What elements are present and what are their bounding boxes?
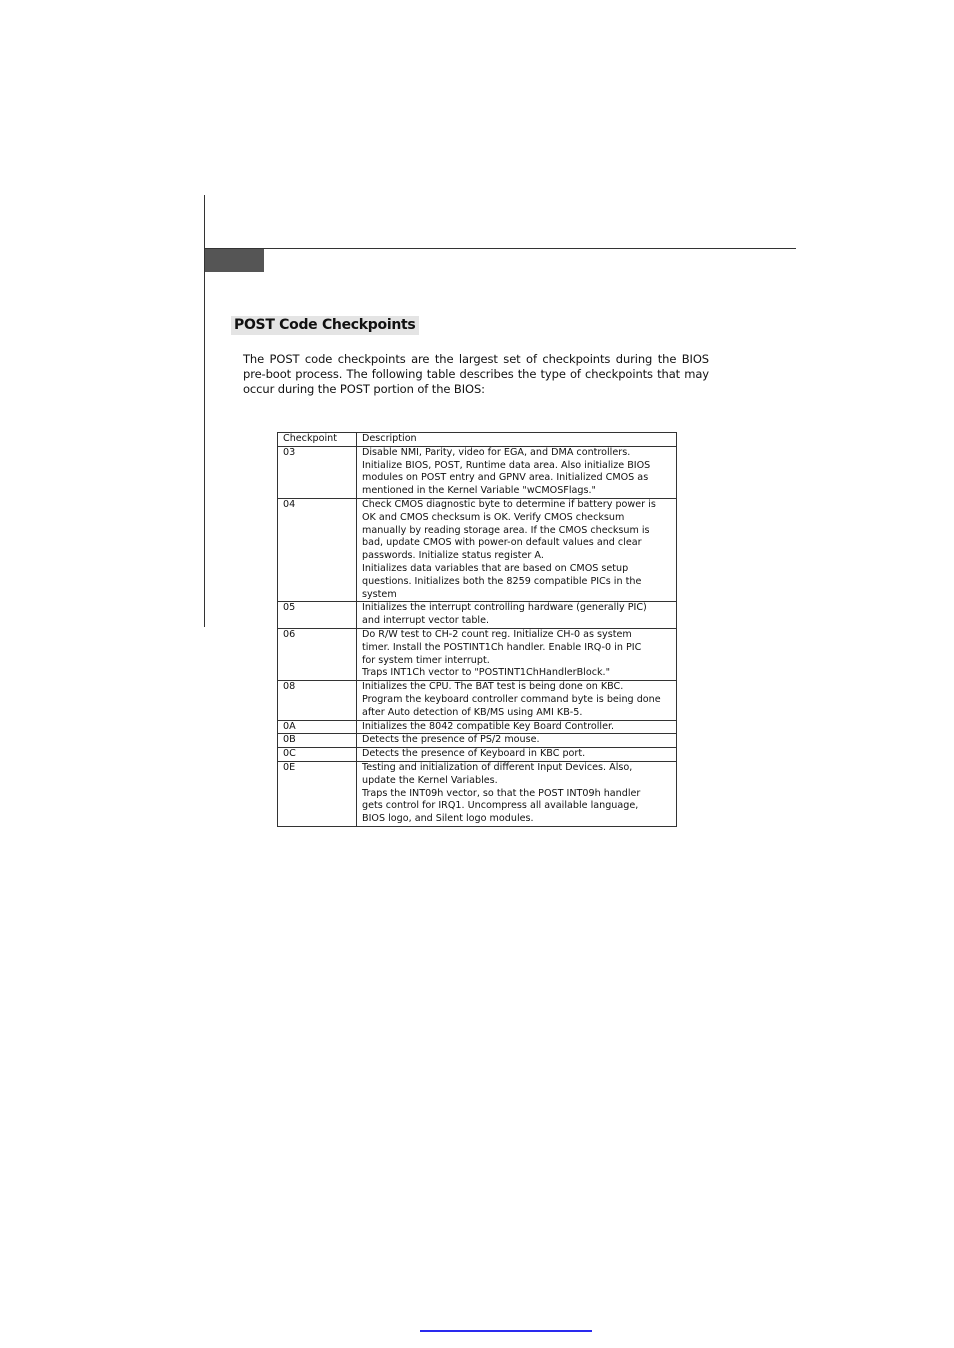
checkpoint-code: 04 [278,498,357,601]
description-line: update the Kernel Variables. [362,774,498,786]
description-line: Detects the presence of PS/2 mouse. [362,734,540,746]
description-line: passwords. Initialize status register A. [362,550,544,562]
chapter-tab-block [205,249,264,272]
footer-link-underline[interactable] [420,1330,592,1332]
description-line: Initializes the interrupt controlling hardware (generally PIC) [362,602,647,614]
description-line: Do R/W test to CH-2 count reg. Initialize CH-0 as system [362,628,632,640]
table-row [278,681,677,720]
checkpoint-description [357,748,677,762]
checkpoint-code: 06 [278,628,357,680]
intro-paragraph: The POST code checkpoints are the largest set of checkpoints during the BIOS pre-boot process. The following table describes the type of checkpoints that may occur during the POST portion of the BIOS: [243,352,709,396]
description-line: Initializes data variables that are based on CMOS setup [362,562,629,574]
checkpoint-code: 0B [278,734,357,748]
checkpoint-description [357,628,677,680]
description-line: manually by reading storage area. If the CMOS checksum is [362,524,650,536]
description-line: Traps INT1Ch vector to "POSTINT1ChHandlerBlock." [362,667,611,679]
checkpoint-code: 08 [278,681,357,720]
checkpoint-description [357,498,677,601]
checkpoint-description [357,602,677,629]
description-line: BIOS logo, and Silent logo modules. [362,813,534,825]
description-line: Initialize BIOS, POST, Runtime data area. Also initialize BIOS [362,459,651,471]
checkpoint-description [357,761,677,826]
table-row [278,602,677,629]
checkpoint-code: 0C [278,748,357,762]
table-row [278,761,677,826]
table-body [278,446,677,826]
header-checkpoint: Checkpoint [278,433,357,447]
description-line: gets control for IRQ1. Uncompress all available language, [362,800,639,812]
table-row [278,734,677,748]
checkpoint-code: 03 [278,446,357,498]
description-line: Detects the presence of Keyboard in KBC port. [362,748,586,760]
description-line: timer. Install the POSTINT1Ch handler. Enable IRQ-0 in PIC [362,641,642,653]
checkpoint-code: 0E [278,761,357,826]
checkpoint-code: 05 [278,602,357,629]
section-title: POST Code Checkpoints [231,316,419,335]
table-row [278,498,677,601]
description-line: Check CMOS diagnostic byte to determine if battery power is [362,498,656,510]
header-description: Description [357,433,677,447]
table-row [278,720,677,734]
description-line: Program the keyboard controller command byte is being done [362,693,661,705]
description-line: and interrupt vector table. [362,615,490,627]
description-line: OK and CMOS checksum is OK. Verify CMOS checksum [362,511,625,523]
header-horizontal-rule [204,248,796,249]
table-row [278,446,677,498]
checkpoint-code: 0A [278,720,357,734]
description-line: Traps the INT09h vector, so that the POST INT09h handler [362,787,641,799]
description-line: modules on POST entry and GPNV area. Initialized CMOS as [362,472,649,484]
description-line: mentioned in the Kernel Variable "wCMOSFlags." [362,485,596,497]
description-line: bad, update CMOS with power-on default values and clear [362,537,642,549]
description-line: Disable NMI, Parity, video for EGA, and DMA controllers. [362,446,631,458]
table-header-row [278,433,677,447]
checkpoint-description [357,720,677,734]
table-row [278,748,677,762]
description-line: Initializes the CPU. The BAT test is being done on KBC. [362,681,624,693]
description-line: Initializes the 8042 compatible Key Board Controller. [362,720,615,732]
description-line: after Auto detection of KB/MS using AMI KB-5. [362,706,583,718]
post-checkpoint-table [277,432,677,827]
checkpoint-description [357,681,677,720]
table-row [278,628,677,680]
description-line: Testing and initialization of different Input Devices. Also, [362,761,633,773]
description-line: system [362,588,397,600]
checkpoint-description [357,446,677,498]
description-line: for system timer interrupt. [362,654,490,666]
checkpoint-description [357,734,677,748]
description-line: questions. Initializes both the 8259 compatible PICs in the [362,575,642,587]
